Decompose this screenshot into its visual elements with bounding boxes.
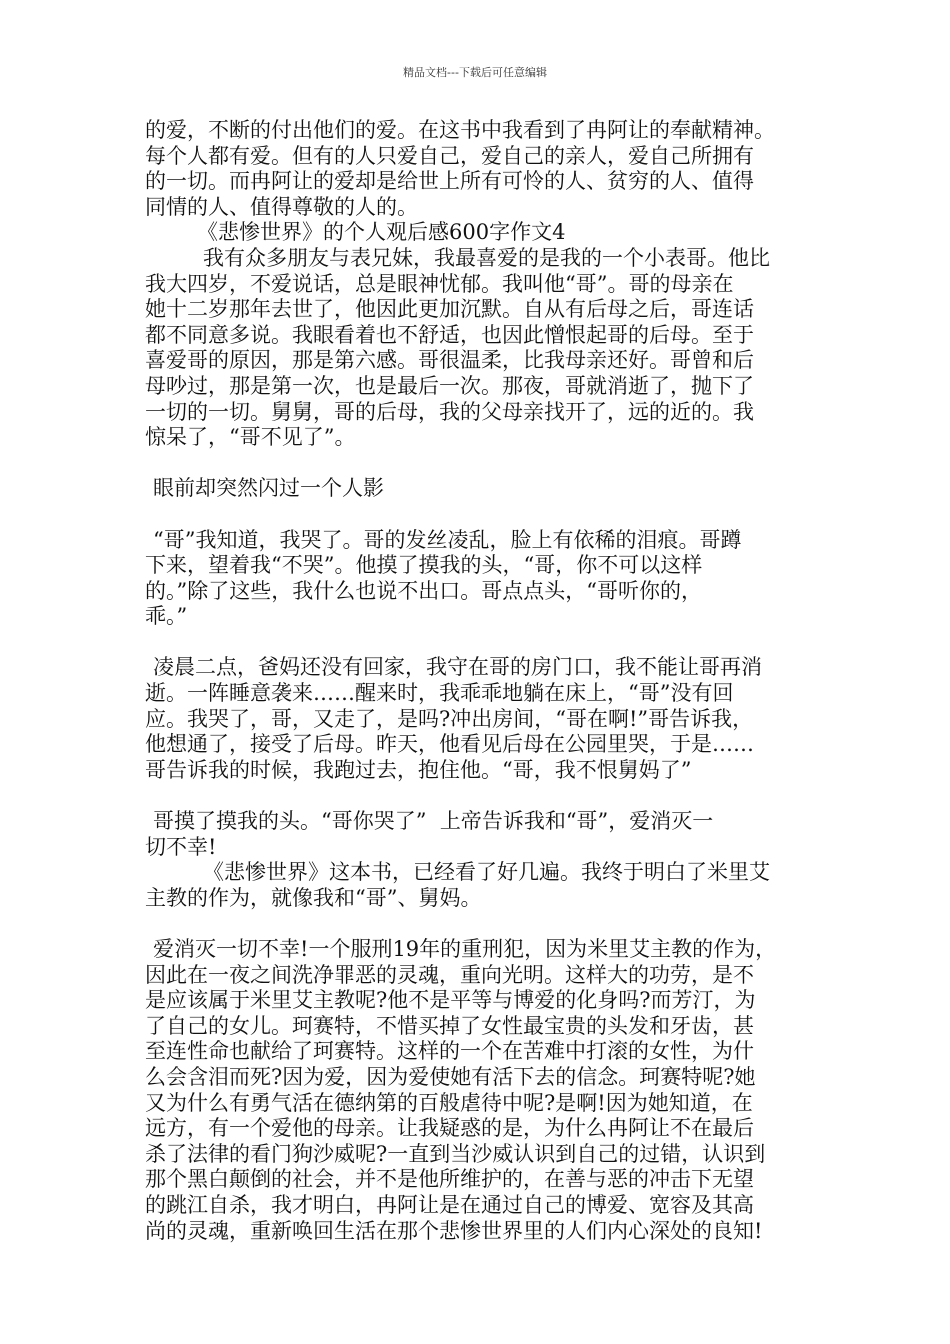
page-header: 精品文档---下载后可任意编辑 xyxy=(403,66,547,79)
text-line: 么会含泪而死?因为爱，因为爱使她有活下去的信念。珂赛特呢?她 xyxy=(145,1064,756,1089)
text-line: 是应该属于米里艾主教呢?他不是平等与博爱的化身吗?而芳汀，为 xyxy=(145,988,756,1013)
text-line: 又为什么有勇气活在德纳第的百般虐待中呢?是啊!因为她知道，在 xyxy=(145,1090,753,1115)
text-line: 下来，望着我“不哭”。他摸了摸我的头，“哥，你不可以这样 xyxy=(145,553,703,578)
text-line: 每个人都有爱。但有的人只爱自己，爱自己的亲人，爱自己所拥有 xyxy=(145,143,754,168)
text-line: 远方，有一个爱他的母亲。让我疑惑的是，为什么冉阿让不在最后 xyxy=(145,1116,754,1141)
text-line: 同情的人、值得尊敬的人的。 xyxy=(145,194,418,219)
text-line: 的一切。而冉阿让的爱却是给世上所有可怜的人、贫穷的人、值得 xyxy=(145,169,754,194)
section-heading: 《悲惨世界》的个人观后感600字作文4 xyxy=(197,220,566,245)
text-line: 我大四岁，不爱说话，总是眼神忧郁。我叫他“哥”。哥的母亲在 xyxy=(145,271,734,296)
text-line: 切不幸! xyxy=(145,834,217,859)
text-line: 凌晨二点，爸妈还没有回家，我守在哥的房门口，我不能让哥再消 xyxy=(153,655,762,680)
text-line: 她十二岁那年去世了，他因此更加沉默。自从有后母之后，哥连话 xyxy=(145,297,754,322)
text-line: 哥摸了摸我的头。“哥你哭了” 上帝告诉我和“哥”，爱消灭一 xyxy=(153,809,714,834)
text-line: 逝。一阵睡意袭来……醒来时，我乖乖地躺在床上，“哥”没有回 xyxy=(145,681,734,706)
text-line: 乖。” xyxy=(145,604,188,629)
text-line: 我有众多朋友与表兄妹，我最喜爱的是我的一个小表哥。他比 xyxy=(203,245,770,270)
text-line: 喜爱哥的原因，那是第六感。哥很温柔，比我母亲还好。哥曾和后 xyxy=(145,348,754,373)
text-line: “哥”我知道，我哭了。哥的发丝凌乱，脸上有依稀的泪痕。哥蹲 xyxy=(153,527,742,552)
text-line: 一切的一切。舅舅，哥的后母，我的父母亲找开了，远的近的。我 xyxy=(145,399,754,424)
text-line: 那个黑白颠倒的社会，并不是他所维护的，在善与恶的冲击下无望 xyxy=(145,1167,754,1192)
text-line: 惊呆了，“哥不见了”。 xyxy=(145,425,356,450)
text-line: 杀了法律的看门狗沙威呢?一直到当沙威认识到自己的过错，认识到 xyxy=(145,1141,766,1166)
text-line: 主教的作为，就像我和“哥”、舅妈。 xyxy=(145,885,482,910)
text-line: 因此在一夜之间洗净罪恶的灵魂，重向光明。这样大的功劳，是不 xyxy=(145,962,754,987)
text-line: 的爱，不断的付出他们的爱。在这书中我看到了冉阿让的奉献精神。 xyxy=(145,118,775,142)
text-line: 的。”除了这些，我什么也说不出口。哥点点头，“哥听你的， xyxy=(145,578,702,603)
document-body xyxy=(145,118,825,1244)
text-line: 《悲惨世界》这本书，已经看了好几遍。我终于明白了米里艾 xyxy=(203,860,770,885)
text-line: 的跳江自杀，我才明白，冉阿让是在通过自己的博爱、宽容及其高 xyxy=(145,1192,754,1217)
text-line: 至连性命也献给了珂赛特。这样的一个在苦难中打滚的女性，为什 xyxy=(145,1039,754,1064)
text-line: 他想通了，接受了后母。昨天，他看见后母在公园里哭，于是…… xyxy=(145,732,754,757)
text-line: 哥告诉我的时候，我跑过去，抱住他。“哥，我不恨舅妈了” xyxy=(145,757,692,782)
text-line: 眼前却突然闪过一个人影 xyxy=(153,476,384,501)
text-line: 母吵过，那是第一次，也是最后一次。那夜，哥就消逝了，抛下了 xyxy=(145,373,754,398)
text-line: 都不同意多说。我眼看着也不舒适，也因此憎恨起哥的后母。至于 xyxy=(145,322,754,347)
text-line: 尚的灵魂，重新唤回生活在那个悲惨世界里的人们内心深处的良知! xyxy=(145,1218,763,1243)
text-line: 应。我哭了，哥，又走了，是吗?冲出房间，“哥在啊!”哥告诉我， xyxy=(145,706,754,731)
text-line: 了自己的女儿。珂赛特，不惜买掉了女性最宝贵的头发和牙齿，甚 xyxy=(145,1013,754,1038)
text-line: 爱消灭一切不幸!一个服刑19年的重刑犯，因为米里艾主教的作为， xyxy=(153,937,777,961)
